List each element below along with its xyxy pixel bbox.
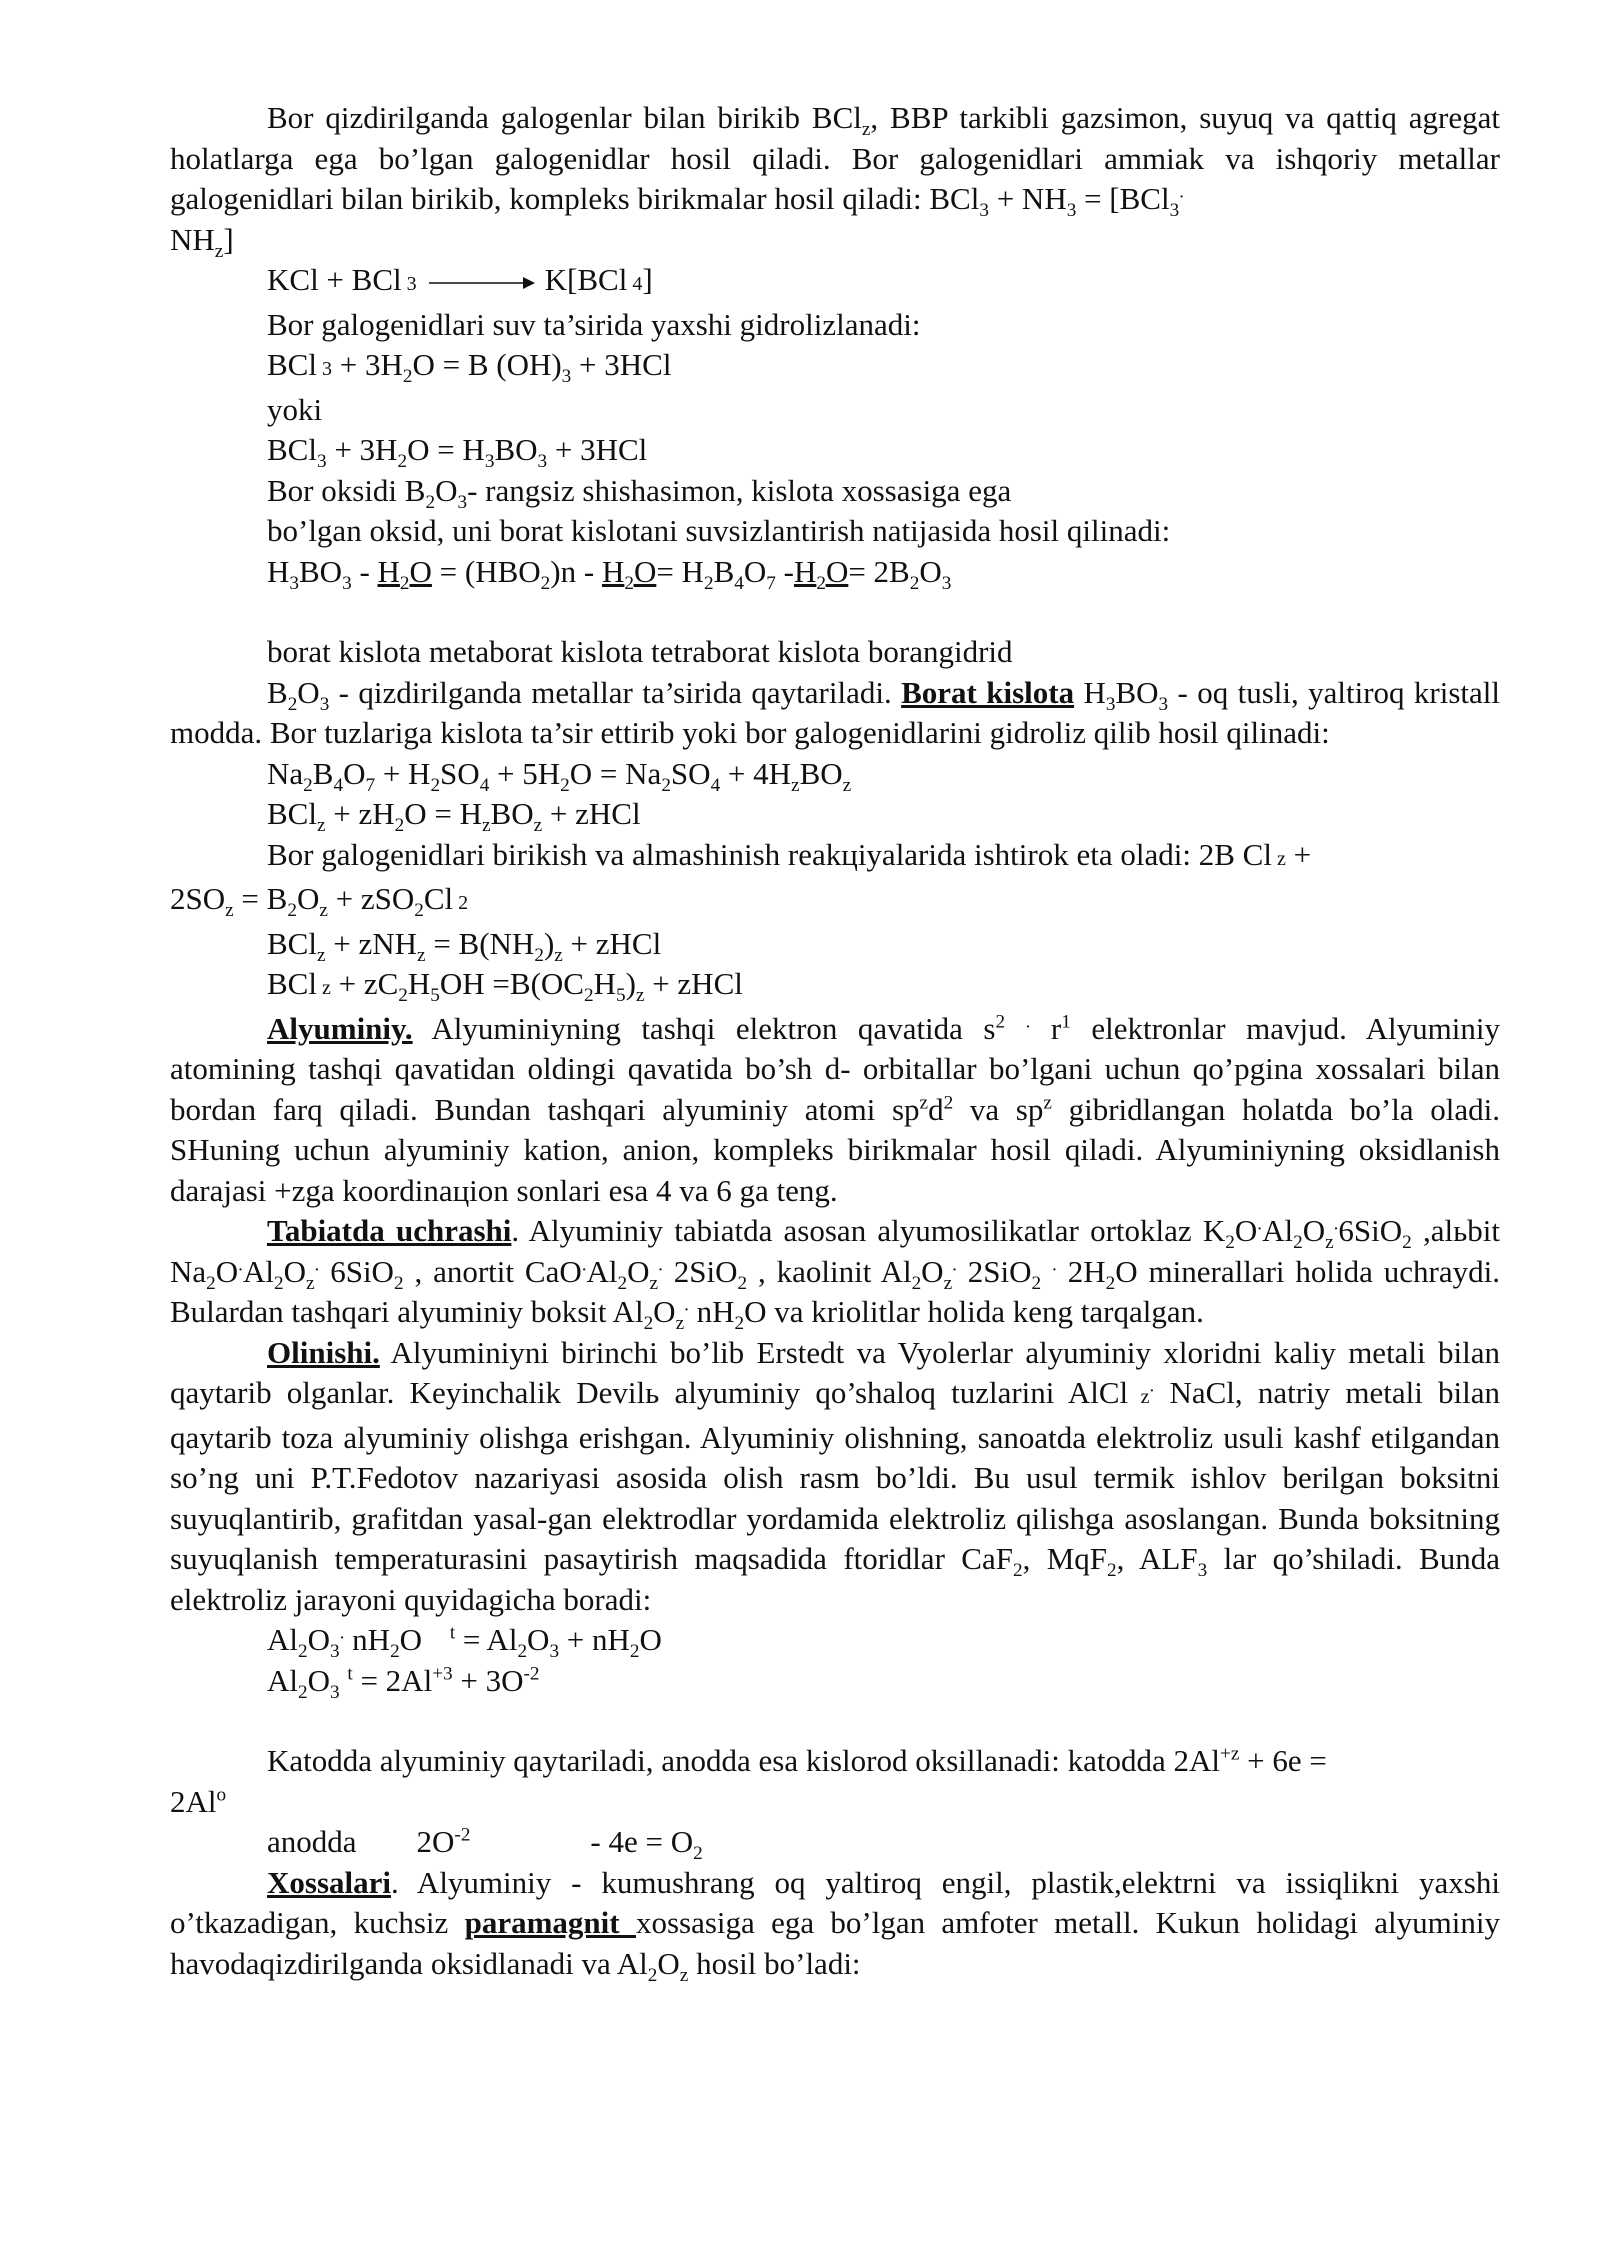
- term-paramagnit: paramagnit: [464, 1905, 636, 1940]
- line-acid-names: borat kislota metaborat kislota tetraborat kislota borangidrid: [267, 634, 1013, 669]
- paragraph-b2o3: $B_2O_3$ - qizdirilganda metallar ta’sirida qaytariladi. Borat kislota $H_3BO_3$ - oq tusli, yaltiroq kristall modda. Bor tuzlariga kislota ta’sir ettirib yoki bor galogenidlarini gidroliz qilib hosil qilinadi:: [170, 674, 1500, 750]
- equation-anodda: anodda $2O^{-2} - 4e = O_2$: [267, 1824, 703, 1865]
- equation-bcl-ethanol: BCl $z + zC_2H_5OH =B(OC_2H_5)_z$ + zHCl: [267, 966, 743, 1007]
- reaction-arrow-icon: [427, 275, 537, 291]
- paragraph-xossalari: Xossalari. Alyuminiy - kumushrang oq yaltiroq engil, plastik,elektrni va issiqlikni yaxshi o’tkazadigan, kuchsiz paramagnit xossasiga ega bo’lgan amfoter metall. Kukun holidagi alyuminiy havodaqizdirilganda oksidlanadi va $Al_2O_z$ hosil bo’ladi:: [170, 1864, 1501, 1986]
- heading-alyuminiy: Alyuminiy.: [267, 1010, 413, 1046]
- heading-olinishi: Olinishi.: [267, 1334, 380, 1370]
- paragraph-olinishi: Olinishi. Alyuminiyni birinchi bo’lib Erstedt va Vyolerlar alyuminiy xloridni kaliy metali bilan qaytarib olganlar. Keyinchalik Devilь alyuminiy qo’shaloq tuzlarini AlCl z. NaCl, natriy metali bilan qaytarib toza alyuminiy olishga erishgan. Alyuminiy olishning, sanoatda elektroliz usuli kashf etilgandan so’ng uni P.T.Fedotov nazariyasi asosida olish rasm bo’ldi. Bu usul termik ishlov berilgan boksitni suyuqlantirib, grafitdan yasal-gan elektrodlar yordamida elektroliz qilishga asoslangan. Bunda boksitning suyuqlanish temperaturasini pasaytirish maqsadida ftoridlar CaF$_2$, MqF$_2$, $ALF_3$ lar qo’shiladi. Bunda elektroliz jarayoni quyidagicha boradi:: [170, 1334, 1500, 1617]
- equation-kcl-bcl3: KCl + BCl 3 K[BCl 4]: [267, 262, 653, 297]
- heading-xossalari: Xossalari: [267, 1864, 391, 1900]
- heading-tabiatda-uchrashi: Tabiatda uchrashi: [267, 1213, 512, 1248]
- line-oxide-2: bo’lgan oksid, uni borat kislotani suvsizlantirish natijasida hosil qilinadi:: [267, 513, 1171, 548]
- equation-bcl3-hydrolysis-2: $BCl_3 + 3H_2O = H_3BO_3 + 3HCl$: [267, 432, 648, 473]
- equation-bcl-nh: $BCl_z + zNH_z = B(NH_2)_z$ + zHCl: [267, 925, 662, 966]
- paragraph-exchange: Bor galogenidlari birikish va almashinish reakцiyalarida ishtirok eta oladi: 2B Cl z + $2SO_z = B_2O_z + zSO_2Cl$ 2: [170, 836, 1312, 922]
- equation-borax: $Na_2B_4O_7 + H_2SO_4 + 5H_2O = Na_2SO_4 + 4H_zBO_z$: [267, 755, 852, 796]
- heading-borat-kislota: Borat kislota: [901, 674, 1075, 710]
- line-bor-oksidi: Bor oksidi $B_2O_3-$ rangsiz shishasimon, kislota xossasiga ega: [267, 472, 1012, 513]
- equation-bcl3-hydrolysis-1: BCl $3 + 3H_2O = B$ $(OH)_3 + 3HCl$: [267, 347, 672, 388]
- equation-electrolysis: $Al_2O_3$ $^t = 2Al^{+3} + 3O^{-2}$: [267, 1662, 540, 1703]
- document-body: [170, 98, 1500, 1984]
- paragraph-bor-galogenlar: Bor qizdirilganda galogenlar bilan birikib BCl$_z$, BBP tarkibli gazsimon, suyuq va qattiq agregat holatlarga ega bo’lgan galogenidlar hosil qiladi. Bor galogenidlari ammiak va ishqoriy metallar galogenidlari bilan birikib, kompleks birikmalar hosil qiladi: $BCl_3 + NH_3 = [BCl_3^.$ $NH_z$]: [170, 100, 1500, 262]
- paragraph-alyuminiy: Alyuminiy. Alyuminiyning tashqi elektron qavatida $s^2$ . $r^1$ elektronlar mavjud. Alyuminiy atomining tashqi qavatidan oldingi qavatida bo’sh d- orbitallar bo’lgani uchun qo’pgina xossalari bilan bordan farq qiladi. Bundan tashqari alyuminiy atomi $sp^zd^2$ va $sp^z$ gibridlangan holatda bo’la oladi. SHuning uchun alyuminiy kation, anion, kompleks birikmalar hosil qiladi. Alyuminiyning oksidlanish darajasi +zga koordinaцion sonlari esa 4 va 6 ga teng.: [170, 1010, 1500, 1208]
- equation-bcl-water: $BCl_z + zH_2O = H_zBO_z$ + zHCl: [267, 796, 641, 837]
- line-yoki: yoki: [267, 391, 323, 427]
- paragraph-katodda: Katodda alyuminiy qaytariladi, anodda esa kislorod oksillanadi: katodda $2Al^{+z} + 6e$ = $2Al^o$: [170, 1743, 1327, 1819]
- equation-boksit-heat: $Al_2O_3^.$ $nH_2O$ $^t = Al_2O_3 + nH_2O$: [267, 1622, 662, 1663]
- equation-dehydration: $H_3BO_3 - H_2O = (HBO_2)n - H_2O= H_2B_4O_7$ $-H_2O= 2B_2O_3$: [267, 553, 952, 594]
- paragraph-tabiatda: Tabiatda uchrashi. Alyuminiy tabiatda asosan alyumosilikatlar ortoklaz $K_2O^.Al_2O_z^.6SiO_2$ ,alьbit $Na_2O^.Al_2O_z^.$ 6SiO$_2$ , anortit $CaO^.Al_2O_z^.$ 2SiO$_2$ , kaolinit $Al_2O_z^.$ 2SiO$_2$ . $2H_2O$ minerallari holida uchraydi. Bulardan tashqari alyuminiy boksit $Al_2O_z^.$ $nH_2O$ va kriolitlar holida keng tarqalgan.: [170, 1213, 1500, 1335]
- line-hydrolysis: Bor galogenidlari suv ta’sirida yaxshi gidrolizlanadi:: [267, 306, 921, 342]
